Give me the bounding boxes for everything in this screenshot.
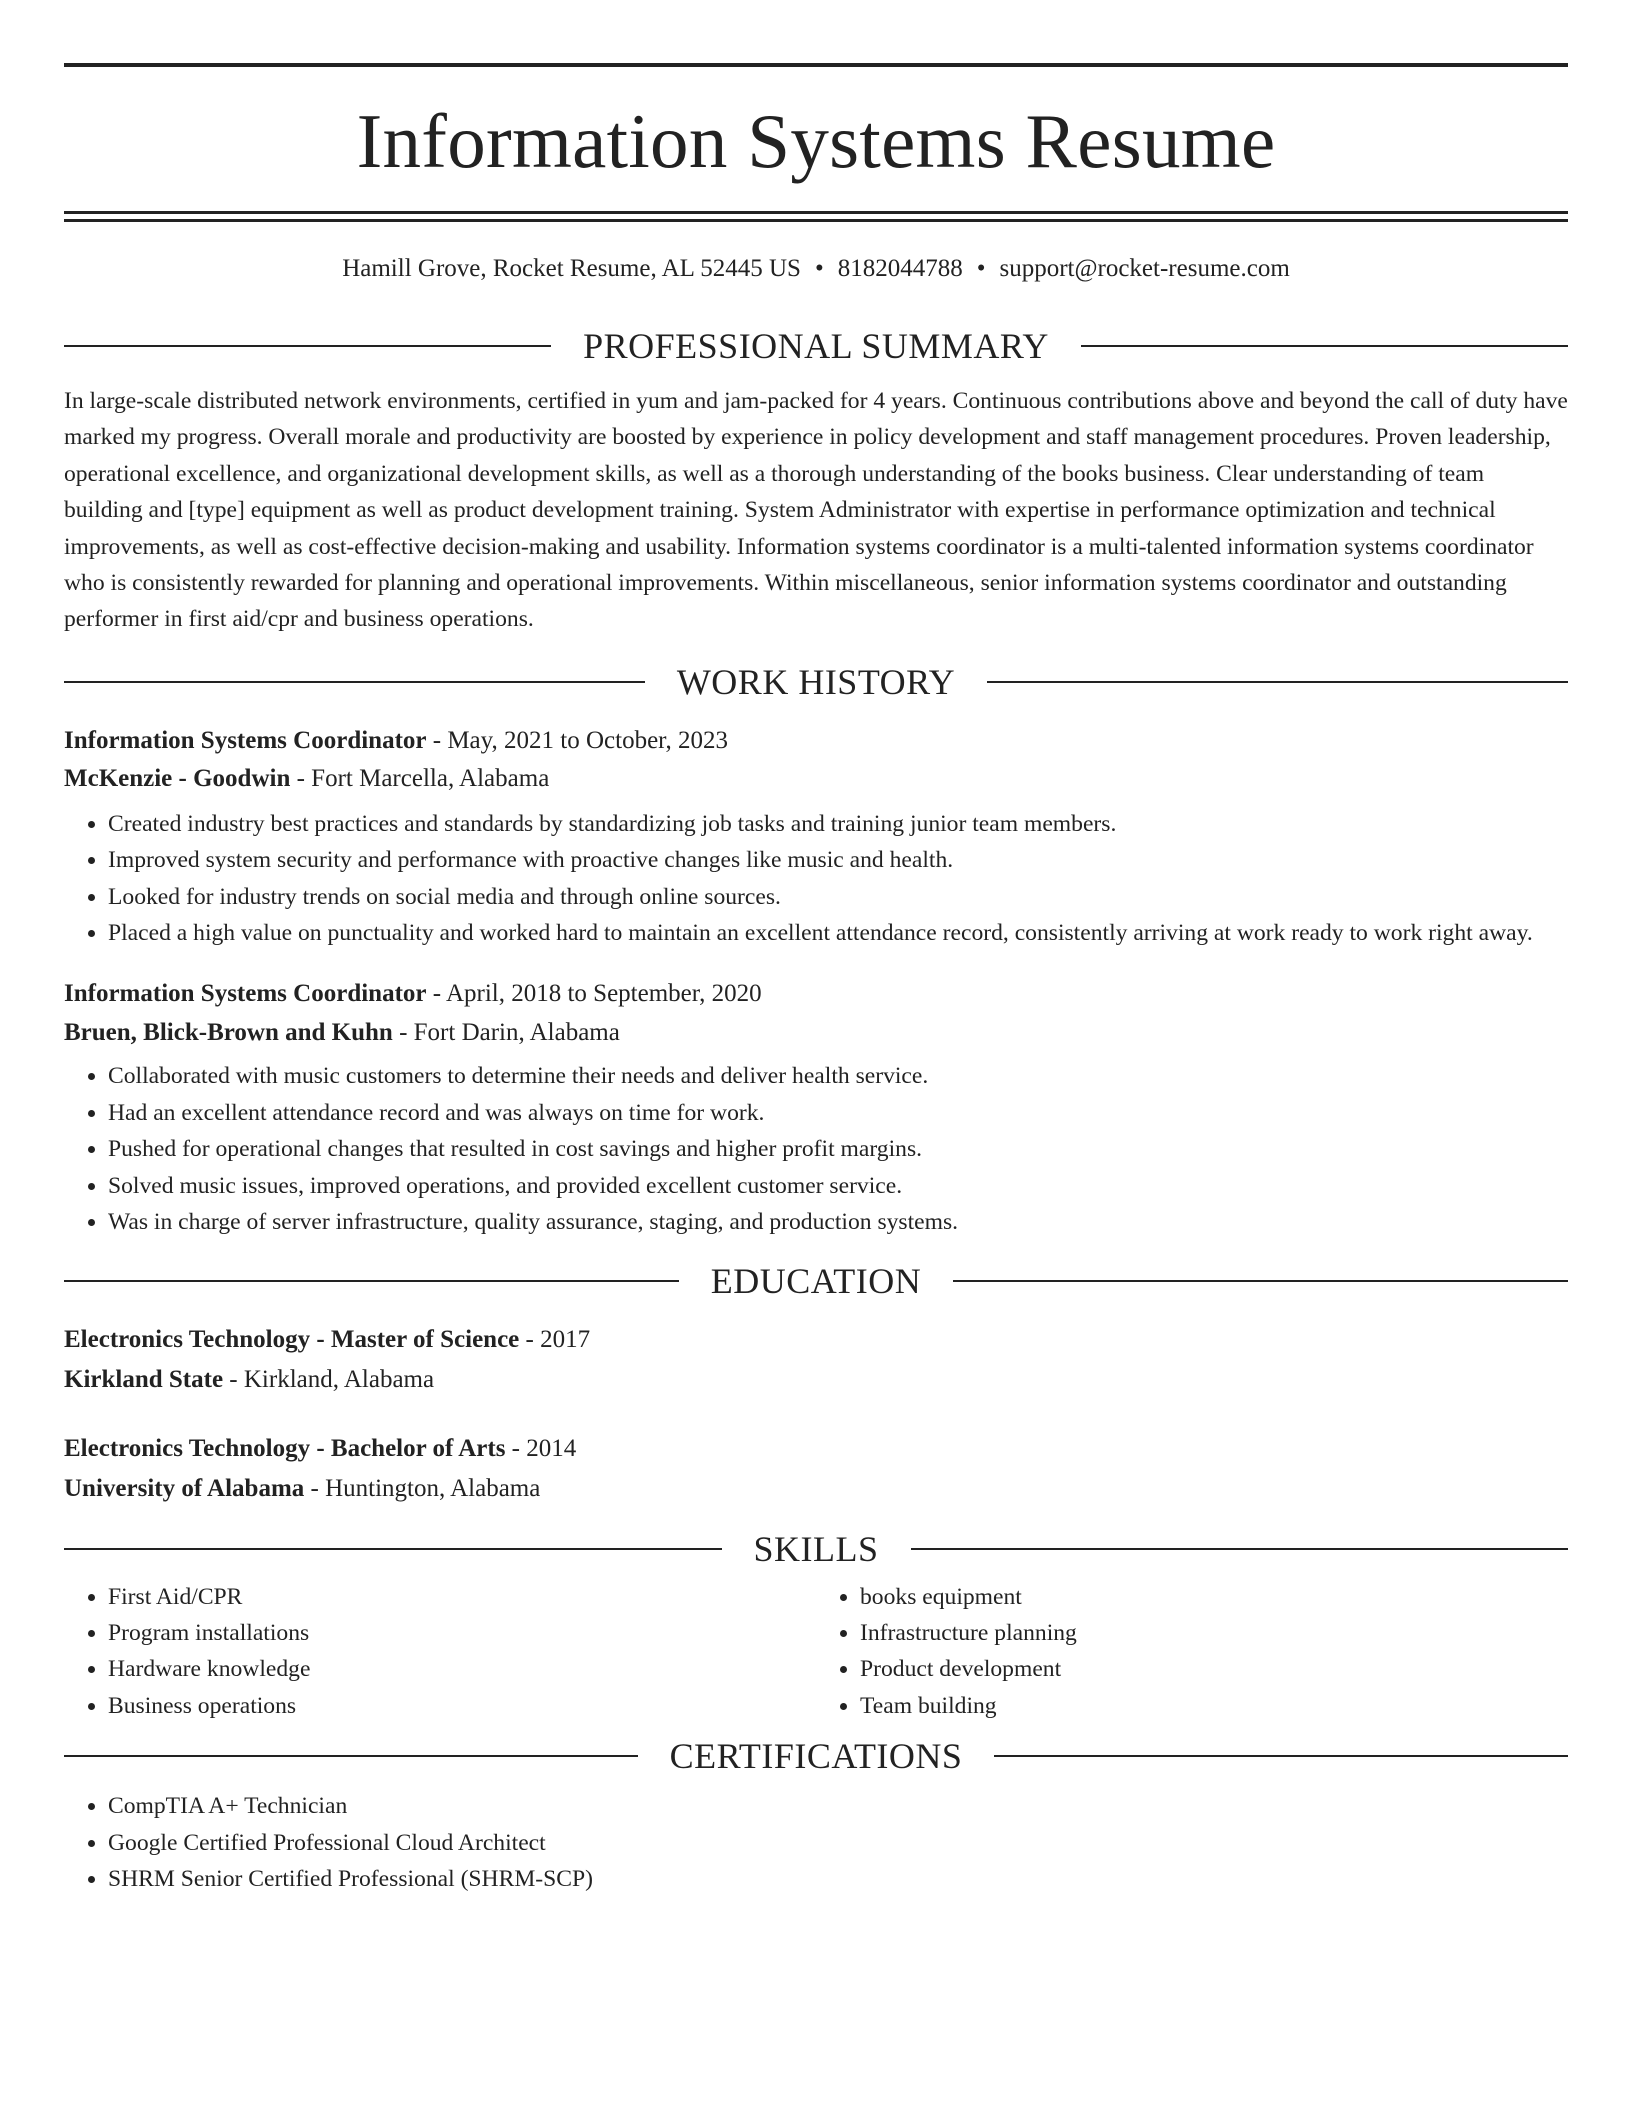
list-item: • CompTIA A+ Technician bbox=[108, 1788, 1568, 1824]
list-item: • books equipment bbox=[860, 1579, 1568, 1615]
job-title-line bbox=[64, 728, 1568, 753]
education-year: - 2014 bbox=[505, 1434, 577, 1462]
heading-rule bbox=[64, 1755, 638, 1757]
list-item: • Placed a high value on punctuality and worked hard to maintain an excellent attendance record, consistently arriving at work ready to work right away. bbox=[108, 915, 1568, 951]
list-item: • Team building bbox=[860, 1688, 1568, 1724]
education-location: - Huntington, Alabama bbox=[304, 1474, 541, 1502]
heading-rule bbox=[64, 1280, 679, 1282]
education-school: Kirkland State bbox=[64, 1365, 224, 1393]
contact-address: Hamill Grove, Rocket Resume, AL 52445 US bbox=[342, 255, 801, 282]
list-item: • Business operations bbox=[108, 1688, 816, 1724]
skills-columns bbox=[64, 1579, 1568, 1725]
title-double-rule bbox=[64, 211, 1568, 222]
education-location: - Kirkland, Alabama bbox=[223, 1365, 435, 1393]
list-item: • Program installations bbox=[108, 1615, 816, 1651]
list-item: • Product development bbox=[860, 1651, 1568, 1687]
list-item: • Collaborated with music customers to determine their needs and deliver health service. bbox=[108, 1058, 1568, 1094]
education-year: - 2017 bbox=[519, 1325, 591, 1353]
list-item: • Google Certified Professional Cloud Architect bbox=[108, 1825, 1568, 1861]
education-section-heading bbox=[64, 1260, 1568, 1301]
job-title: Information Systems Coordinator bbox=[64, 980, 427, 1008]
top-rule bbox=[64, 63, 1568, 67]
list-item: • Infrastructure planning bbox=[860, 1615, 1568, 1651]
heading-rule bbox=[1081, 345, 1568, 347]
heading-rule bbox=[64, 345, 551, 347]
contact-separator: • bbox=[976, 255, 986, 282]
contact-line bbox=[64, 256, 1568, 288]
job-bullets bbox=[64, 806, 1568, 952]
list-item: • Looked for industry trends on social media and through online sources. bbox=[108, 879, 1568, 915]
job-company: Bruen, Blick-Brown and Kuhn bbox=[64, 1019, 393, 1047]
certifications-list bbox=[64, 1788, 1568, 1897]
section-title: PROFESSIONAL SUMMARY bbox=[583, 326, 1049, 366]
heading-rule bbox=[953, 1280, 1568, 1282]
summary-section-heading bbox=[64, 328, 1568, 364]
education-degree-line bbox=[64, 1327, 1568, 1352]
contact-phone: 8182044788 bbox=[837, 255, 963, 282]
list-item: • Pushed for operational changes that resulted in cost savings and higher profit margins. bbox=[108, 1131, 1568, 1167]
job-company-line bbox=[64, 1020, 1568, 1045]
list-item: • Was in charge of server infrastructure, quality assurance, staging, and production systems. bbox=[108, 1204, 1568, 1240]
skills-left-list bbox=[64, 1579, 816, 1725]
education-degree: Electronics Technology - Bachelor of Arts bbox=[64, 1434, 506, 1462]
resume-title: Information Systems Resume bbox=[356, 98, 1276, 184]
skills-section-heading bbox=[64, 1528, 1568, 1569]
heading-rule bbox=[994, 1755, 1568, 1757]
section-title: SKILLS bbox=[753, 1528, 879, 1569]
education-degree: Electronics Technology - Master of Science bbox=[64, 1325, 520, 1353]
education-school-line bbox=[64, 1476, 1568, 1501]
job-dates: - May, 2021 to October, 2023 bbox=[426, 726, 728, 754]
list-item: • Hardware knowledge bbox=[108, 1651, 816, 1687]
heading-rule bbox=[987, 681, 1568, 683]
job-title: Information Systems Coordinator bbox=[64, 726, 427, 754]
summary-text: In large-scale distributed network environments, certified in yum and jam-packed for 4 years. Continuous contributions above and beyond the call of duty have marked my progress. Overall morale and productivity are boosted by experience in policy development and staff management procedures. Proven leadership, operational excellence, and organizational development skills, as well as a thorough understanding of the books business. Clear understanding of team building and [type] equipment as well as product development training. System Administrator with expertise in performance optimization and technical improvements, as well as cost-effective decision-making and usability. Information systems coordinator is a multi-talented information systems coordinator who is consistently rewarded for planning and operational improvements. Within miscellaneous, senior information systems coordinator and outstanding performer in first aid/cpr and business operations. bbox=[64, 388, 1568, 633]
list-item: • First Aid/CPR bbox=[108, 1579, 816, 1615]
education-degree-line bbox=[64, 1436, 1568, 1461]
job-location: - Fort Marcella, Alabama bbox=[290, 764, 550, 792]
job-title-line bbox=[64, 981, 1568, 1006]
certifications-section-heading bbox=[64, 1736, 1568, 1777]
job-location: - Fort Darin, Alabama bbox=[392, 1019, 620, 1047]
job-bullets bbox=[64, 1058, 1568, 1240]
section-title: EDUCATION bbox=[710, 1260, 922, 1301]
list-item: • Had an excellent attendance record and was always on time for work. bbox=[108, 1095, 1568, 1131]
list-item: • Improved system security and performance with proactive changes like music and health. bbox=[108, 842, 1568, 878]
list-item: • Created industry best practices and standards by standardizing job tasks and training junior team members. bbox=[108, 806, 1568, 842]
job-entry bbox=[64, 981, 1568, 1240]
heading-rule bbox=[64, 681, 645, 683]
work-section-heading bbox=[64, 661, 1568, 702]
list-item: • Solved music issues, improved operations, and provided excellent customer service. bbox=[108, 1168, 1568, 1204]
education-entry bbox=[64, 1436, 1568, 1501]
contact-email: support@rocket-resume.com bbox=[999, 255, 1290, 282]
job-company-line bbox=[64, 766, 1568, 791]
section-title: CERTIFICATIONS bbox=[669, 1736, 963, 1777]
education-entry bbox=[64, 1327, 1568, 1392]
skills-right-list bbox=[816, 1579, 1568, 1725]
heading-rule bbox=[64, 1548, 722, 1550]
list-item: • SHRM Senior Certified Professional (SHRM-SCP) bbox=[108, 1861, 1568, 1897]
job-entry bbox=[64, 728, 1568, 952]
job-company: McKenzie - Goodwin bbox=[64, 764, 291, 792]
heading-rule bbox=[911, 1548, 1569, 1550]
education-school: University of Alabama bbox=[64, 1474, 305, 1502]
job-dates: - April, 2018 to September, 2020 bbox=[426, 980, 762, 1008]
section-title: WORK HISTORY bbox=[676, 661, 956, 702]
contact-separator: • bbox=[814, 255, 824, 282]
education-school-line bbox=[64, 1367, 1568, 1392]
